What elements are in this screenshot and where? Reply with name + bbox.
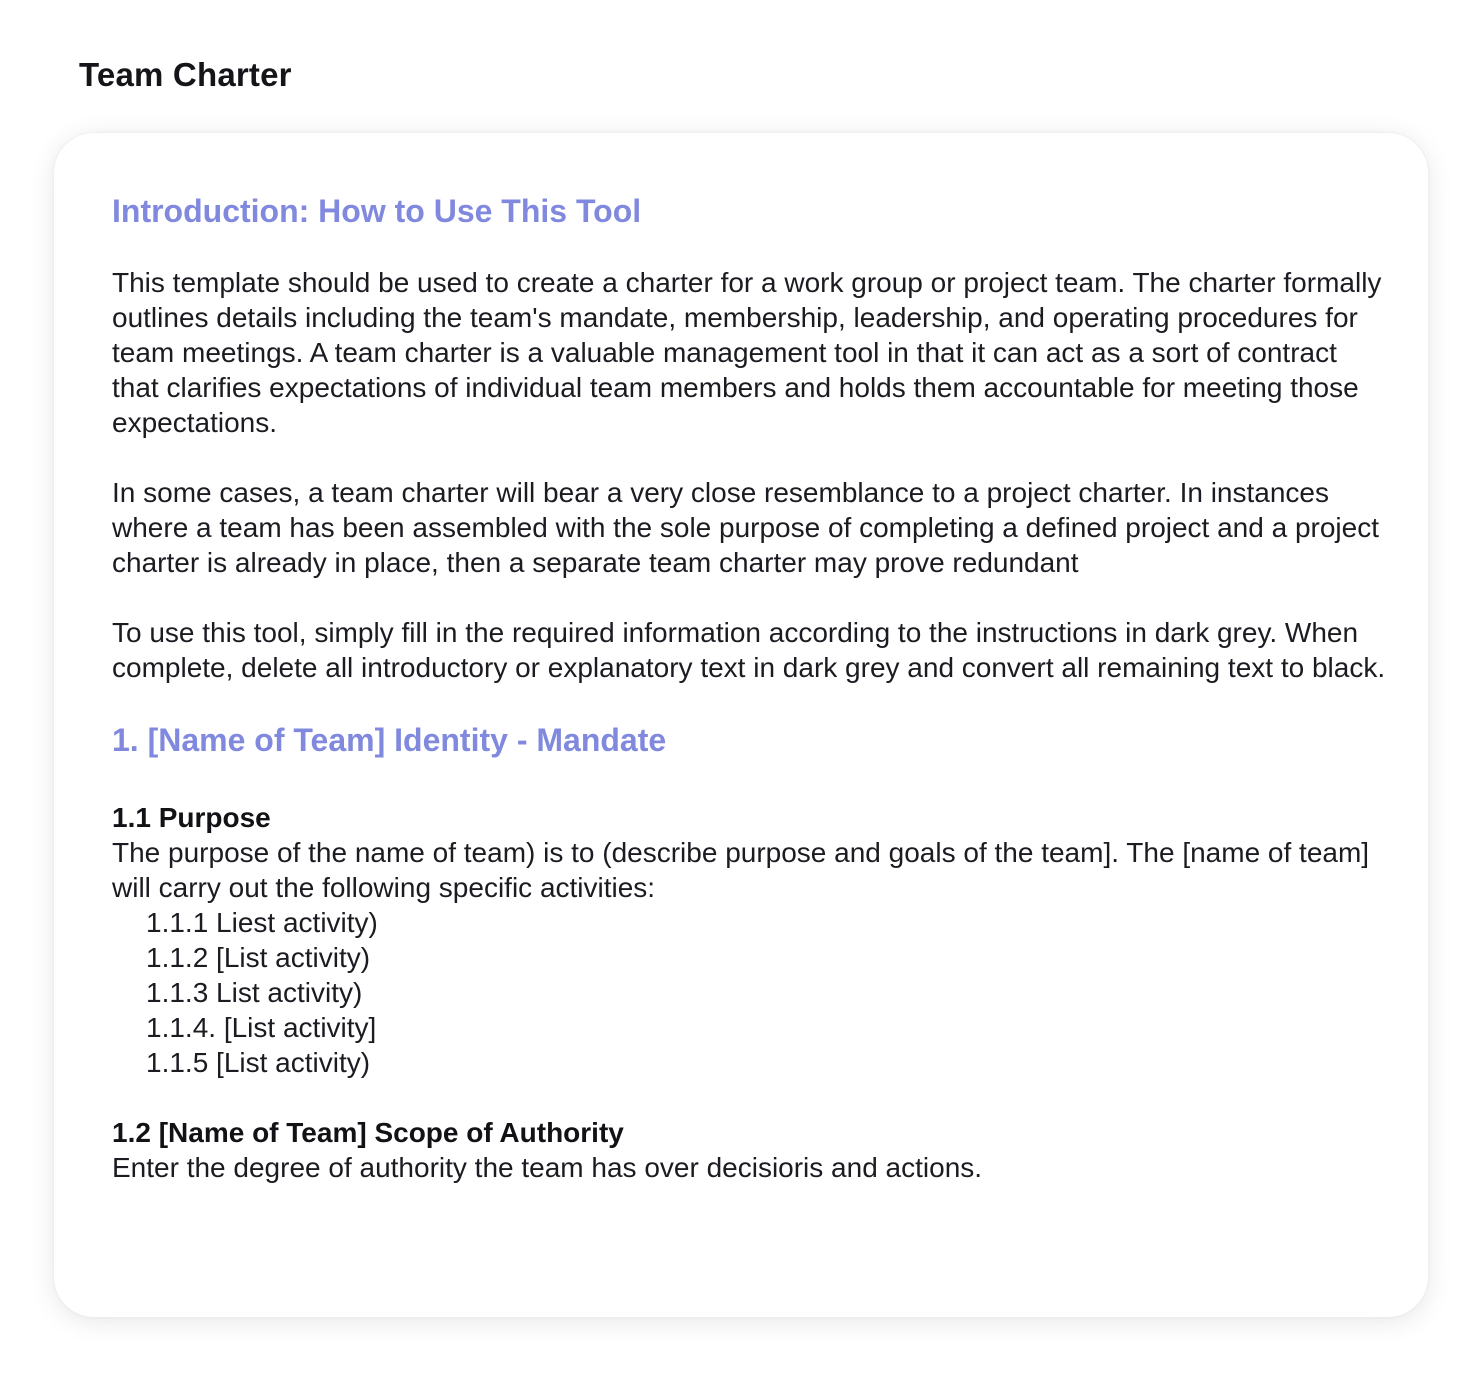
mandate-heading: 1. [Name of Team] Identity - Mandate: [112, 722, 667, 758]
intro-paragraph: In some cases, a team charter will bear a very close resemblance to a project charter. In instances where a team has been assembled with the sole purpose of completing a defined project and a project charter is already in place, then a separate team charter may prove redundant: [112, 477, 1379, 578]
list-item: 1.1.2 [List activity): [146, 942, 371, 973]
intro-heading: Introduction: How to Use This Tool: [112, 193, 642, 229]
page-title: Team Charter: [79, 56, 292, 93]
activity-list: [112, 905, 1388, 1080]
intro-paragraph: To use this tool, simply fill in the required information according to the instructions in dark grey. When complete, delete all introductory or explanatory text in dark grey and convert all remaining text to black.: [112, 617, 1386, 683]
purpose-text: The purpose of the name of team) is to (describe purpose and goals of the team]. The [name of team] will carry out the following specific activities:: [112, 837, 1370, 903]
intro-paragraph: This template should be used to create a charter for a work group or project team. The charter formally outlines details including the team's mandate, membership, leadership, and operating procedures for team meetings. A team charter is a valuable management tool in that it can act as a sort of contract that clarifies expectations of individual team members and holds them accountable for meeting those expectations.: [112, 267, 1382, 438]
scope-heading: 1.2 [Name of Team] Scope of Authority: [112, 1117, 624, 1148]
list-item: 1.1.5 [List activity): [146, 1047, 371, 1078]
list-item: 1.1.4. [List activity]: [146, 1012, 377, 1043]
list-item: 1.1.3 List activity): [146, 977, 363, 1008]
purpose-heading: 1.1 Purpose: [112, 802, 271, 833]
list-item: 1.1.1 Liest activity): [146, 907, 378, 938]
scope-text: Enter the degree of authority the team has over decisioris and actions.: [112, 1152, 983, 1183]
document-card: [54, 133, 1428, 1317]
